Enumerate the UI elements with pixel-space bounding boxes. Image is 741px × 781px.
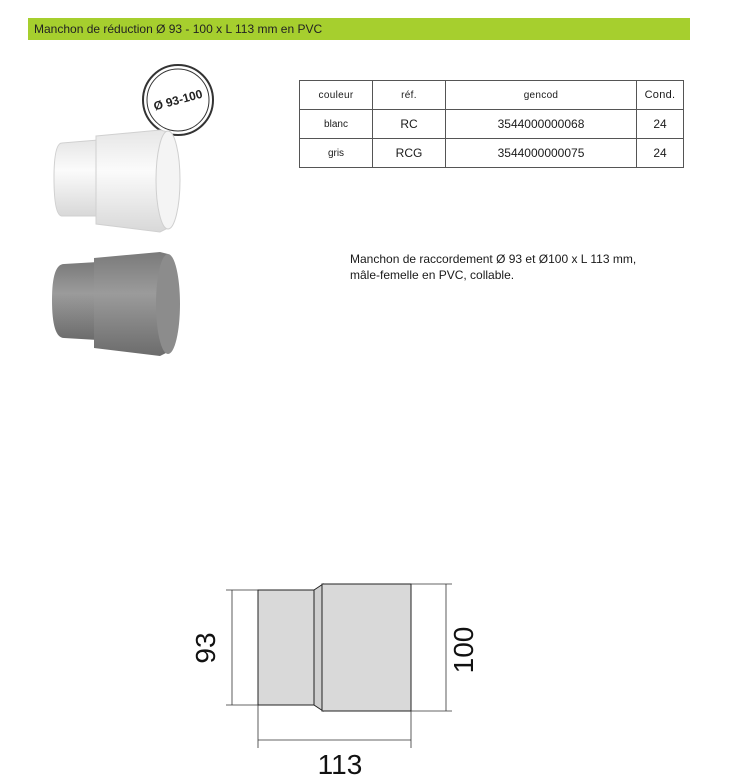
cell-cond: 24 xyxy=(637,110,684,139)
description-line-2: mâle-femelle en PVC, collable. xyxy=(350,268,515,282)
cell-gencod: 3544000000075 xyxy=(446,139,637,168)
dimension-100-label: 100 xyxy=(448,626,479,674)
white-coupling-image xyxy=(50,128,185,233)
cell-ref: RCG xyxy=(373,139,446,168)
dimension-113-label: 113 xyxy=(317,749,363,780)
product-description xyxy=(350,251,710,283)
product-title-bar xyxy=(28,18,690,40)
cell-ref: RC xyxy=(373,110,446,139)
product-spec-table xyxy=(299,80,684,168)
product-title: Manchon de réduction Ø 93 - 100 x L 113 mm en PVC xyxy=(34,22,323,36)
diameter-badge xyxy=(140,62,216,138)
description-line-1: Manchon de raccordement Ø 93 et Ø100 x L 113 mm, xyxy=(350,252,637,266)
coupling-large-section xyxy=(322,584,411,711)
cell-couleur: gris xyxy=(300,139,373,168)
table-row xyxy=(300,139,684,168)
col-header-cond: Cond. xyxy=(637,81,684,110)
coupling-small-section xyxy=(258,590,320,705)
cell-cond: 24 xyxy=(637,139,684,168)
gray-coupling-image xyxy=(50,250,185,360)
dimension-93-label: 93 xyxy=(190,632,221,664)
col-header-gencod: gencod xyxy=(446,81,637,110)
table-header-row xyxy=(300,81,684,110)
table-row xyxy=(300,110,684,139)
cell-gencod: 3544000000068 xyxy=(446,110,637,139)
col-header-ref: réf. xyxy=(373,81,446,110)
col-header-couleur: couleur xyxy=(300,81,373,110)
dimension-diagram xyxy=(190,570,510,780)
cell-couleur: blanc xyxy=(300,110,373,139)
diameter-badge-text: Ø 93-100 xyxy=(152,86,204,114)
